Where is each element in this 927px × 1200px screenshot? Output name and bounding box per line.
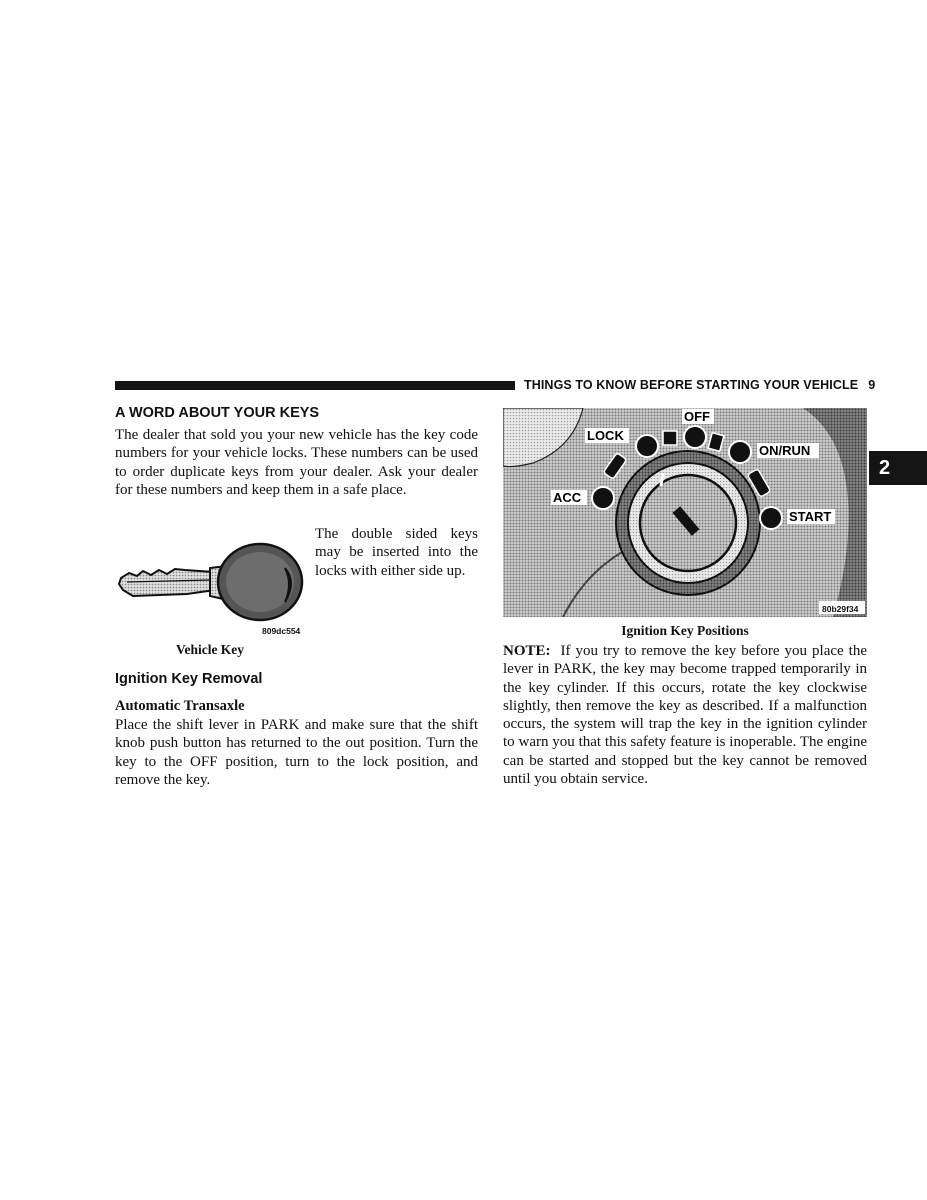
- header-rule: [115, 381, 515, 390]
- lock-label: LOCK: [587, 428, 624, 443]
- acc-label: ACC: [553, 490, 582, 505]
- keys-heading: A WORD ABOUT YOUR KEYS: [115, 405, 320, 421]
- start-position-marker: [760, 507, 782, 529]
- key-figure-code: 809dc554: [262, 626, 301, 636]
- on-run-position-marker: [729, 441, 751, 463]
- acc-position-marker: [592, 487, 614, 509]
- ignition-positions-illustration: [503, 408, 867, 617]
- dealer-paragraph: The dealer that sold you your new vehicle has the key code numbers for your vehicle locks. These numbers can be used to order duplicate keys from your dealer. Ask your dealer for these numbers and keep them in a safe place.: [115, 427, 478, 498]
- transaxle-heading: Automatic Transaxle: [115, 698, 245, 714]
- note-label: NOTE:: [503, 643, 551, 659]
- vehicle-key-illustration: [115, 538, 310, 638]
- page-number: 9: [868, 378, 876, 392]
- ignition-figure-code: 80b29f34: [822, 604, 859, 614]
- note-paragraph: [503, 642, 867, 788]
- lock-position-marker: [636, 435, 658, 457]
- key-caption: Vehicle Key: [175, 642, 245, 657]
- running-head-title: THINGS TO KNOW BEFORE STARTING YOUR VEHICLE: [524, 378, 859, 392]
- off-label: OFF: [684, 409, 710, 424]
- key-blade-icon: [119, 569, 215, 596]
- ignition-caption: Ignition Key Positions: [621, 623, 749, 638]
- note-text: If you try to remove the key before you place the lever in PARK, the key may become trapped temporarily in the key cylinder. If this occurs, rotate the key clockwise slightly, then remove the key as described. If a malfunction occurs, the system will trap the key in the ignition cylinder to warn you that this safety feature is inoperable. The engine can be started and stopped but the key cannot be removed until you obtain service.: [503, 643, 868, 788]
- double-sided-paragraph: The double sided keys may be inserted into the locks with either side up.: [315, 526, 478, 579]
- start-label: START: [789, 509, 832, 524]
- ignition-removal-heading: Ignition Key Removal: [115, 671, 263, 687]
- running-head: [524, 378, 876, 392]
- off-position-marker: [684, 426, 706, 448]
- on-run-label: ON/RUN: [759, 443, 811, 458]
- shift-paragraph: Place the shift lever in PARK and make sure that the shift knob push button has returned to the out position. Turn the key to the OFF position, turn to the lock position, and remove the key.: [115, 717, 478, 788]
- chapter-tab: 2: [869, 451, 927, 485]
